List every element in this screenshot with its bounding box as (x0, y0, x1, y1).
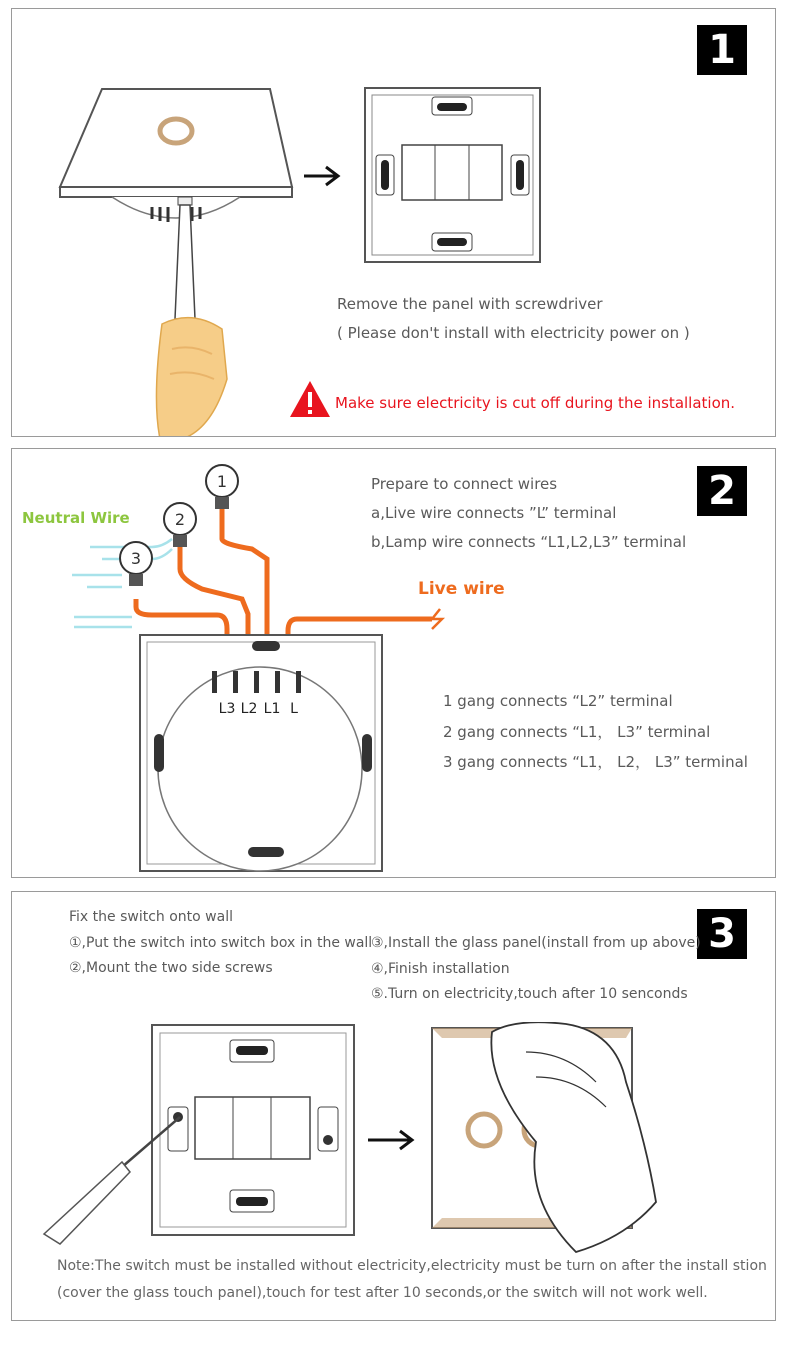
step2-number-badge: 2 (697, 466, 747, 516)
terminal-label-l: L (290, 701, 298, 717)
step1-panel (11, 8, 776, 437)
step3-panel (11, 891, 776, 1321)
lightning-icon (432, 609, 442, 629)
gang2-rule: 2 gang connects “L1， L3” terminal (443, 723, 711, 741)
terminal-label-l1: L1 (263, 701, 281, 717)
step3-title: Fix the switch onto wall (69, 909, 233, 925)
step2-panel (11, 448, 776, 878)
warning-icon (288, 379, 332, 419)
terminal-label-l3: L3 (218, 701, 236, 717)
step1-number-badge: 1 (697, 25, 747, 75)
bulb-label-3: 3 (130, 549, 142, 568)
step3-number-badge: 3 (697, 909, 747, 959)
right-arrow-icon (302, 164, 346, 188)
live-wire-label: Live wire (418, 579, 505, 599)
step3-item5: ⑤.Turn on electricity,touch after 10 senconds (371, 986, 688, 1002)
step2-intro: Prepare to connect wires (371, 475, 558, 493)
step2-live-wire-rule: a,Live wire connects ”L” terminal (371, 504, 617, 522)
step3-item1: ①,Put the switch into switch box in the wall (69, 935, 373, 951)
step3-note-line1: Note:The switch must be installed without electricity,electricity must be turn on after the install stion (57, 1258, 767, 1274)
gang1-rule: 1 gang connects “L2” terminal (443, 692, 673, 710)
step1-instruction: Remove the panel with screwdriver (337, 295, 603, 313)
terminal-label-l2: L2 (240, 701, 258, 717)
step2-lamp-wire-rule: b,Lamp wire connects “L1,L2,L3” terminal (371, 533, 687, 551)
step3-item3: ③,Install the glass panel(install from up above) (371, 935, 701, 951)
bulb-label-2: 2 (174, 510, 186, 529)
step3-item2: ②,Mount the two side screws (69, 960, 273, 976)
mount-base-illustration (40, 1022, 360, 1252)
right-arrow-icon-2 (366, 1128, 418, 1152)
step1-caution: ( Please don't install with electricity power on ) (337, 324, 690, 342)
step1-warning-text: Make sure electricity is cut off during the installation. (335, 394, 736, 412)
bulb-label-1: 1 (216, 472, 228, 491)
gang3-rule: 3 gang connects “L1， L2， L3” terminal (443, 753, 748, 771)
switch-base-illustration (362, 85, 544, 265)
panel-removal-illustration (52, 79, 302, 437)
glass-panel-illustration (426, 1022, 686, 1262)
step3-note-line2: (cover the glass touch panel),touch for test after 10 seconds,or the switch will not work well. (57, 1285, 708, 1301)
step3-item4: ④,Finish installation (371, 961, 510, 977)
neutral-wire-label: Neutral Wire (22, 509, 130, 527)
